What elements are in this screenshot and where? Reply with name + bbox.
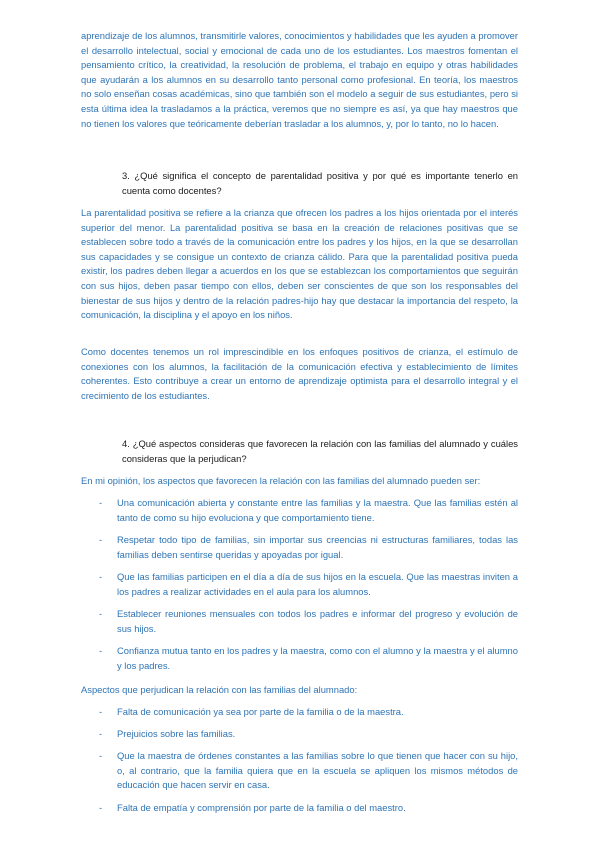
- question-4: 4. ¿Qué aspectos consideras que favorecen la relación con las familias del alumnado y cuáles consideras que la perjudican?: [122, 438, 518, 464]
- list-item-text: Establecer reuniones mensuales con todos los padres e informar del progreso y evolución de sus hijos.: [117, 608, 518, 634]
- answer-3-paragraph-1: La parentalidad positiva se refiere a la crianza que ofrecen los padres a los hijos orientada por el interés superior del menor. La parentalidad positiva se basa en la creación de relaciones positivas que se establecen sobre todo a través de la comunicación entre los padres y los hijos, en la que se desarrollan sus capacidades y se consigue un contexto de crianza cálido. Para que la parentalidad positiva pueda existir, los padres deben llegar a acuerdos en los que se establezcan los comportamientos que seguirán con sus hijos, deben pasar tiempo con ellos, deben ser conscientes de que son los responsables del bienestar de sus hijos y dentro de la relación padres-hijo hay que destacar la importancia del respeto, la comunicación, la disciplina y el apoyo en los niños.: [81, 207, 518, 321]
- bullet-dash: -: [99, 645, 103, 656]
- list-item: [99, 801, 518, 816]
- bullet-dash: -: [99, 728, 103, 739]
- list-item-text: Falta de empatía y comprensión por parte de la familia o del maestro.: [117, 802, 406, 813]
- bullet-dash: -: [99, 534, 103, 545]
- list-item: [99, 570, 518, 599]
- bullet-dash: -: [99, 571, 103, 582]
- question-3: 3. ¿Qué significa el concepto de parentalidad positiva y por qué es importante tenerlo en cuenta como docentes?: [122, 170, 518, 196]
- bullet-dash: -: [99, 608, 103, 619]
- intro-paragraph: aprendizaje de los alumnos, transmitirle valores, conocimientos y habilidades que les ayuden a promover el desarrollo intelectual, social y emocional de cada uno de los estudiantes. Los maestros fomentan el pensamiento crítico, la creatividad, la resolución de problema, el trabajo en equipo y otras habilidades que ayudarán a los alumnos en su desarrollo tanto personal como profesional. En teoría, los maestros no solo enseñan cosas académicas, sino que también son el modelo a seguir de sus estudiantes, pero si esta última idea la trasladamos a la práctica, veremos que no siempre es así, ya que hay maestros que no tienen los valores que teóricamente deberían trasladar a los alumnos, y, por lo tanto, no lo hacen.: [81, 30, 518, 129]
- list-item: [99, 749, 518, 793]
- list-item-text: Prejuicios sobre las familias.: [117, 728, 236, 739]
- list-item: [99, 496, 518, 525]
- harm-intro: Aspectos que perjudican la relación con las familias del alumnado:: [81, 684, 358, 695]
- list-item-text: Que la maestra de órdenes constantes a las familias sobre lo que tienen que hacer con su hijo, o, al contrario, que la familia quiera que en la escuela se apliquen los mismos métodos de educación que hacen servir en casa.: [117, 750, 518, 791]
- list-item-text: Confianza mutua tanto en los padres y la maestra, como con el alumno y la maestra y el alumno y los padres.: [117, 645, 518, 671]
- list-item: [99, 705, 518, 720]
- list-item: [99, 644, 518, 673]
- bullet-dash: -: [99, 802, 103, 813]
- answer-3-paragraph-2: Como docentes tenemos un rol imprescindible en los enfoques positivos de crianza, el estímulo de conexiones con los alumnos, la facilitación de la comunicación efectiva y establecimiento de límites coherentes. Esto contribuye a crear un entorno de aprendizaje optimista para el desarrollo integral y el crecimiento de los estudiantes.: [81, 346, 518, 401]
- list-item-text: Respetar todo tipo de familias, sin importar sus creencias ni estructuras familiares, todas las familias deben sentirse queridas y apoyadas por igual.: [117, 534, 518, 560]
- bullet-dash: -: [99, 706, 103, 717]
- list-item: [99, 533, 518, 562]
- bullet-dash: -: [99, 750, 103, 761]
- list-item-text: Una comunicación abierta y constante entre las familias y la maestra. Que las familias estén al tanto de como su hijo evoluciona y que comportamiento tiene.: [117, 497, 518, 523]
- list-item: [99, 607, 518, 636]
- list-item-text: Falta de comunicación ya sea por parte de la familia o de la maestra.: [117, 706, 404, 717]
- list-item-text: Que las familias participen en el día a día de sus hijos en la escuela. Que las maestras inviten a los padres a realizar actividades en el aula para los alumnos.: [117, 571, 518, 597]
- favor-intro: En mi opinión, los aspectos que favorecen la relación con las familias del alumnado pueden ser:: [81, 475, 481, 486]
- list-item: [99, 727, 518, 742]
- bullet-dash: -: [99, 497, 103, 508]
